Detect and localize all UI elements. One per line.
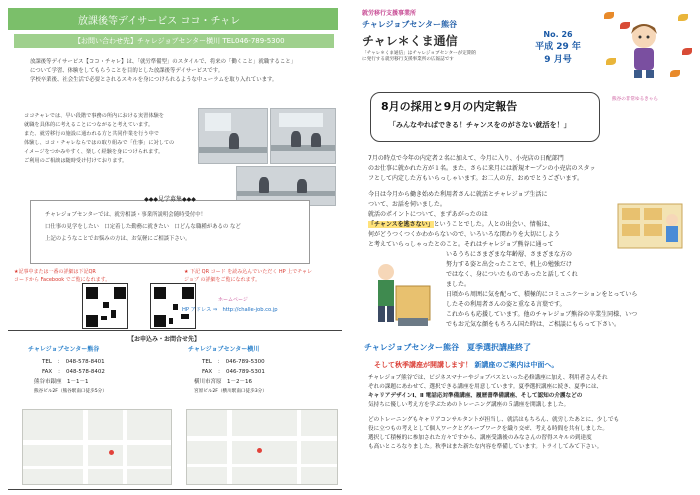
qr-right-line: ジョブ の詳細をご覧になれます。 [184,277,261,283]
body-line: また、就労移行の施設に通われる方と共同作業を行う中で [24,131,159,137]
body-text [24,112,184,166]
para3-line: でもお元気な顔をもちろん国た時は、ご相談にもらって下さい。 [446,321,621,328]
para5-line: どのトレーニングもキャリアコンサルタントが担当し、就活はもちろん、就労したあとに、少しでも [368,417,620,423]
issue-month: 9 月号 [544,55,572,65]
headline-banner [370,92,600,142]
intro-text [30,58,330,85]
body-line: ココチャレでは、早い段階で事務の所内における実習体験を [24,113,164,119]
intro-line: 放課後等デイサービス【ココ・チャレ】は、「就労準備型」のスタイルで、将来の「働くこと」就職すること」 [30,59,297,65]
office-kumagaya-fax: FAX ： 048-578-8402 [42,369,105,375]
logo-line3: チャレ＊くま通信 [362,34,458,48]
office-kumagaya-address: 熊谷市銀座 1－1－1 [34,379,89,385]
para3-line: と考えていらっしゃったとのこと。それはチャレジョブ熊谷に通って [368,241,554,248]
logo-line4b: に発行する就労移行支援事業所の広報誌です [362,57,454,62]
body-line: 就職を具体的に考えることにつながると考えています。 [24,122,154,128]
body-line: 体験し、ココ・チャレならではの取り組みで「仕事」に対しての [24,140,175,146]
homepage-url[interactable]: HP アドレス ⇒ http://challe-job.co.jp [182,307,278,313]
office-photo-1 [198,108,268,164]
qr-left-line: ★記事中または一番の詳細は下記QR [14,269,96,275]
homepage-label: ホームページ [218,297,248,303]
para2-continuation: ということでした。人との出会い、情報は、 [433,221,554,228]
qr-left-line: コードから Facebook でご覧になれます。 [14,277,111,283]
para2-line: 今日は今月から働き始めた利用者さんに就活とチャレジョブ生活に [368,191,548,198]
office-kumagaya-name: チャレジョブセンター熊谷 [28,346,100,353]
qr-right-line: ★ 下記 QR コード を読み込んでいただく HP 上でチャレ [184,269,313,275]
office-yokokawa-fax: FAX ： 046-789-5301 [202,369,265,375]
paragraph-4 [368,374,696,410]
logo-line1: 就労移行支援事業所 [362,10,417,17]
para4-line: 気持ちに優しい考え方を学ぶためのトレーニング講座の５講座を開講しました。 [368,402,570,408]
office-kumagaya-tel: TEL ： 048-578-8401 [42,359,105,365]
headline-subtitle: 「みんなやればできる！チャンスをのがさない就活を！」 [389,121,571,129]
qr-right-note [184,268,340,284]
intro-line: について学習、体験をしてもらうことを目的とした放課後等デイサービスです。 [30,68,224,74]
body-line: イメージをつかみやすく、楽しく経験を身につけられます。 [24,149,164,155]
para5-line: 役に立つもの考えとして個人ワークとグループワークを織り交ぜ、考える時間を共有しました。 [368,426,608,432]
map-pin-yokokawa [257,448,262,453]
section-subtitle-a: そして秋季講座が開講します！ [374,361,472,369]
tour-line: チャレジョブセンターでは、就労相談・事業所説明会随時受付中！ [45,212,207,218]
office-kumagaya-note: 熊谷ビル2F（熊谷駅南口徒歩5分） [34,389,107,394]
worker-illustration-2 [370,252,440,332]
para1-line: フとして内定した方もいらっしゃいます。お二人の方、おめでとうございます。 [368,175,584,182]
apply-title: 【お申込み・お問合せ先】 [128,336,201,343]
para3-line: 努力する姿と出会ったことで、机上の勉強だけ [446,261,572,268]
office-kumagaya [28,345,178,397]
para3-line: 日頃から周囲に気を配って、積極的にコミュニケーションをとっていら [446,291,638,298]
mascot-caption: 熊谷の非常ゆるきゃら [612,97,658,102]
logo-line2: チャレジョブセンター熊谷 [362,20,457,29]
para3-line: いるうちにさまざまな年齢層、さまざまな方の [446,251,573,258]
issue-year: 平成 29 年 [535,42,581,52]
para2-line: ついて、お話を伺いました。 [368,201,446,208]
section-title: チャレジョブセンター熊谷 夏季選択講座終了 [364,343,531,352]
para5-line: も高いところなりました。秋季はまた新たな内容を準備しています。トライしてみて下さい。 [368,444,603,450]
headline-title: 8月の採用と9月の内定報告 [381,100,518,113]
highlight-phrase: 「チャンスを逃さない」 [368,221,434,228]
office-yokokawa-name: チャレジョブセンター横川 [188,346,260,353]
tour-line: 上記のようなことでお悩みの方は、お気軽にご相談下さい。 [45,236,191,242]
facebook-qr-code[interactable] [82,283,128,329]
tour-box [30,196,310,264]
tour-title: ◆◆◆見学募集◆◆◆ [144,196,196,203]
para4-line: キャリアデザインⅠ、Ⅱ 電話応対準備講座、履歴書準備講座、そして認知の介護などの [368,393,583,399]
body-line: ご利用のご相談は随時受け付けております。 [24,158,128,164]
para4-line: チャレジョブ熊谷では、ビジネスマナーやジョブパスといった必修講座に加え、利用者さんそれ [368,375,608,381]
para3-line: これからも応援しています。他のチャレジョブ熊谷の卒業生同様、いつ [446,311,638,318]
newsletter-logo [362,8,512,70]
para3-line: したその利用者さんの姿と重なる言葉です。 [446,301,566,308]
para3-line: ではなく、身についたものであったと話してくれ [446,271,578,278]
map-yokokawa [186,409,338,485]
issue-number: No. 26 [543,30,573,39]
para3-line: ました。 [446,281,471,288]
tour-text [45,211,305,244]
intro-line: 学校卒業後、社会生活で必要とされるスキルを身につけられるような中ューラムを取り入れています。 [30,77,278,83]
office-yokokawa-tel: TEL ： 046-789-5300 [202,359,265,365]
paragraph-5 [368,416,696,452]
left-header-title: 放課後等デイサービス ココ・チャレ [78,15,241,27]
issue-info [518,30,598,65]
para1-line: のお仕事に就かれた方が１名。また、さらに来月には新規オープンの小売店のスタッ [368,165,596,172]
para3-line: 何がどうつくつくかわからないので、いろいろな関わりを大切にしよう [368,231,560,238]
paragraph-1 [368,154,693,184]
paragraph-2 [368,190,608,230]
office-yokokawa-address: 横川市宮原 1－2－16 [194,379,252,385]
para1-line: 7月の時点で今年の内定者２名に加えて、今月に入り、小売店の日配部門 [368,155,564,162]
contact-bar [14,34,334,48]
map-kumagaya [22,409,172,485]
para2-line: 就活のポイントについて、まずあがったのは [368,211,488,218]
contact-line: 【お問い合わせ先】チャレジョブセンター横川 TEL046-789-5300 [74,37,285,45]
logo-line4a: 「チャレ＊くま通信」はチャレジョブセンターが定期的 [362,51,477,56]
apply-section [8,330,342,490]
para5-line: 選択して積極的に参加された方々ですから、講座受講後のみなさんの習得スキルの到達度 [368,435,592,441]
left-header-bar [8,8,338,30]
right-page [350,0,700,495]
section-subtitle [374,360,558,370]
tour-line: 口仕事の見学をしたい 口定着した勤務に就きたい 口どんな職種があるの など [45,224,241,230]
para2-highlight-line [368,220,608,230]
office-yokokawa [188,345,338,397]
para4-line: ぞれの課題にあわせて、選択できる講座を用意しています。夏季選択講座に続き、夏季には、 [368,384,603,390]
office-yokokawa-note: 宮原ビル2F（横川駅南口徒歩3分） [194,389,267,394]
office-photo-2 [270,108,336,164]
section-subtitle-b: 新講座のご案内は中面へ。 [474,361,559,369]
mascot-icon [622,20,666,80]
qr-left-note [14,268,164,284]
map-pin-kumagaya [109,450,114,455]
